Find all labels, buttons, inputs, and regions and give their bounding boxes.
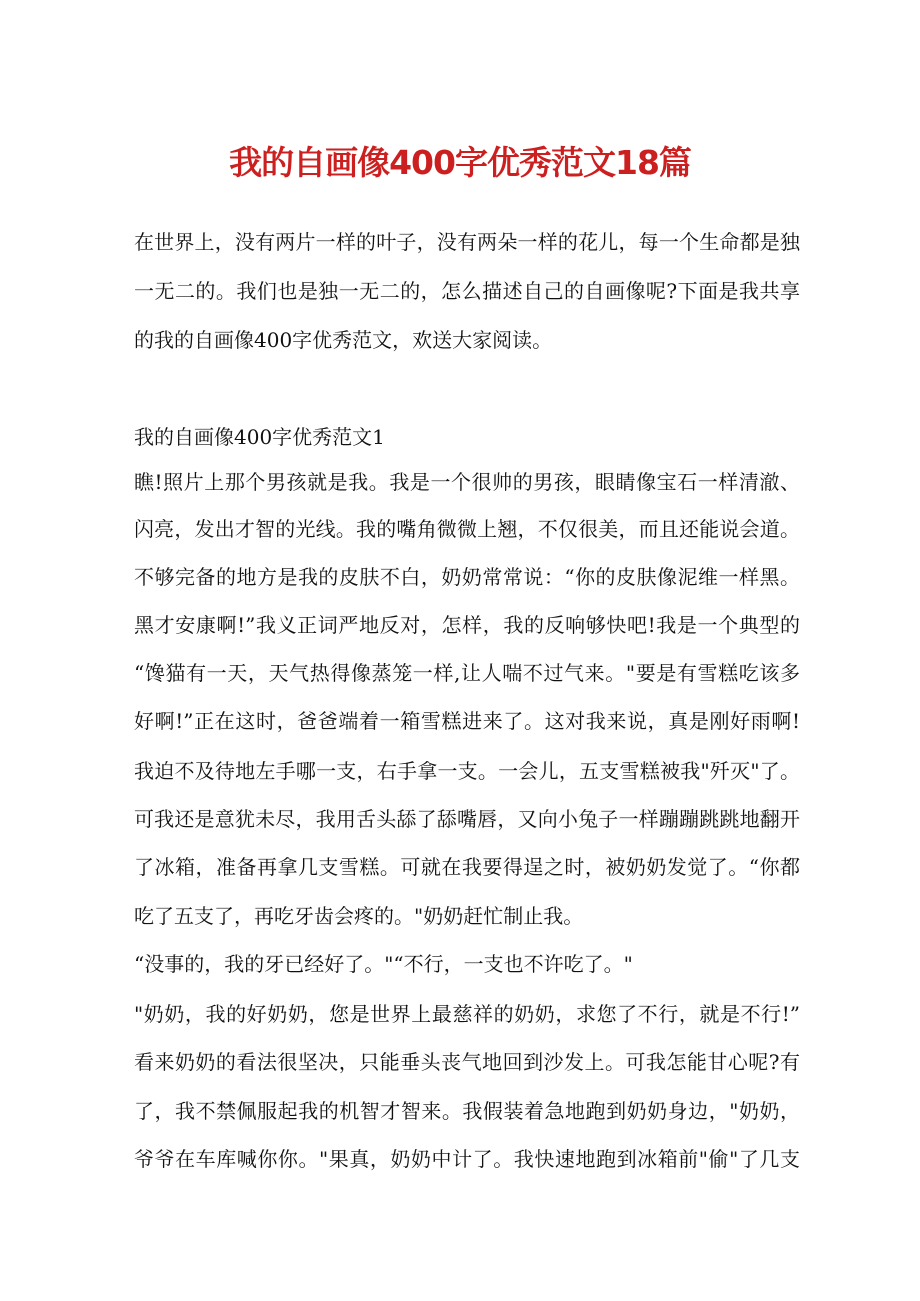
intro-line-1: 在世界上，没有两片一样的叶子，没有两朵一样的花儿，每一个生命都是独 xyxy=(134,230,800,254)
page-title: 我的自画像400字优秀范文18篇 xyxy=(229,143,691,182)
body-line-7: 我迫不及待地左手哪一支，右手拿一支。一会儿，五支雪糕被我"歼灭"了。 xyxy=(134,759,800,783)
body-line-9: 了冰箱，准备再拿几支雪糕。可就在我要得逞之时，被奶奶发觉了。“你都 xyxy=(134,855,800,879)
body-line-14: 了，我不禁佩服起我的机智才智来。我假装着急地跑到奶奶身边，"奶奶， xyxy=(134,1099,800,1123)
body-line-3: 不够完备的地方是我的皮肤不白，奶奶常常说：“你的皮肤像泥维一样黑。 xyxy=(134,565,800,589)
body-line-2: 闪亮，发出才智的光线。我的嘴角微微上翘，不仅很美，而且还能说会道。 xyxy=(134,517,800,541)
intro-line-3: 的我的自画像400字优秀范文，欢送大家阅读。 xyxy=(134,328,553,352)
body-line-4: 黑才安康啊!”我义正词严地反对，怎样，我的反响够快吧!我是一个典型的 xyxy=(134,613,800,637)
body-line-12: "奶奶，我的好奶奶，您是世界上最慈祥的奶奶，求您了不行，就是不行!” xyxy=(134,1002,800,1026)
body-line-11: “没事的，我的牙已经好了。"“不行，一支也不许吃了。" xyxy=(134,952,633,976)
body-line-1: 瞧!照片上那个男孩就是我。我是一个很帅的男孩，眼睛像宝石一样清澈、 xyxy=(134,470,800,494)
body-line-10: 吃了五支了，再吃牙齿会疼的。"奶奶赶忙制止我。 xyxy=(134,904,584,928)
body-line-6: 好啊!”正在这时，爸爸端着一箱雪糕进来了。这对我来说，真是刚好雨啊! xyxy=(134,709,800,733)
body-line-15: 爷爷在车库喊你你。"果真，奶奶中计了。我快速地跑到冰箱前"偷"了几支 xyxy=(134,1147,800,1171)
body-line-5: “馋猫有一天，天气热得像蒸笼一样,让人喘不过气来。"要是有雪糕吃该多 xyxy=(134,661,800,685)
section-heading: 我的自画像400字优秀范文1 xyxy=(134,425,385,449)
intro-line-2: 一无二的。我们也是独一无二的，怎么描述自己的自画像呢?下面是我共享 xyxy=(134,279,800,303)
body-line-8: 可我还是意犹未尽，我用舌头舔了舔嘴唇，又向小兔子一样蹦蹦跳跳地翻开 xyxy=(134,807,800,831)
body-line-13: 看来奶奶的看法很坚决，只能垂头丧气地回到沙发上。可我怎能甘心呢?有 xyxy=(134,1050,800,1074)
